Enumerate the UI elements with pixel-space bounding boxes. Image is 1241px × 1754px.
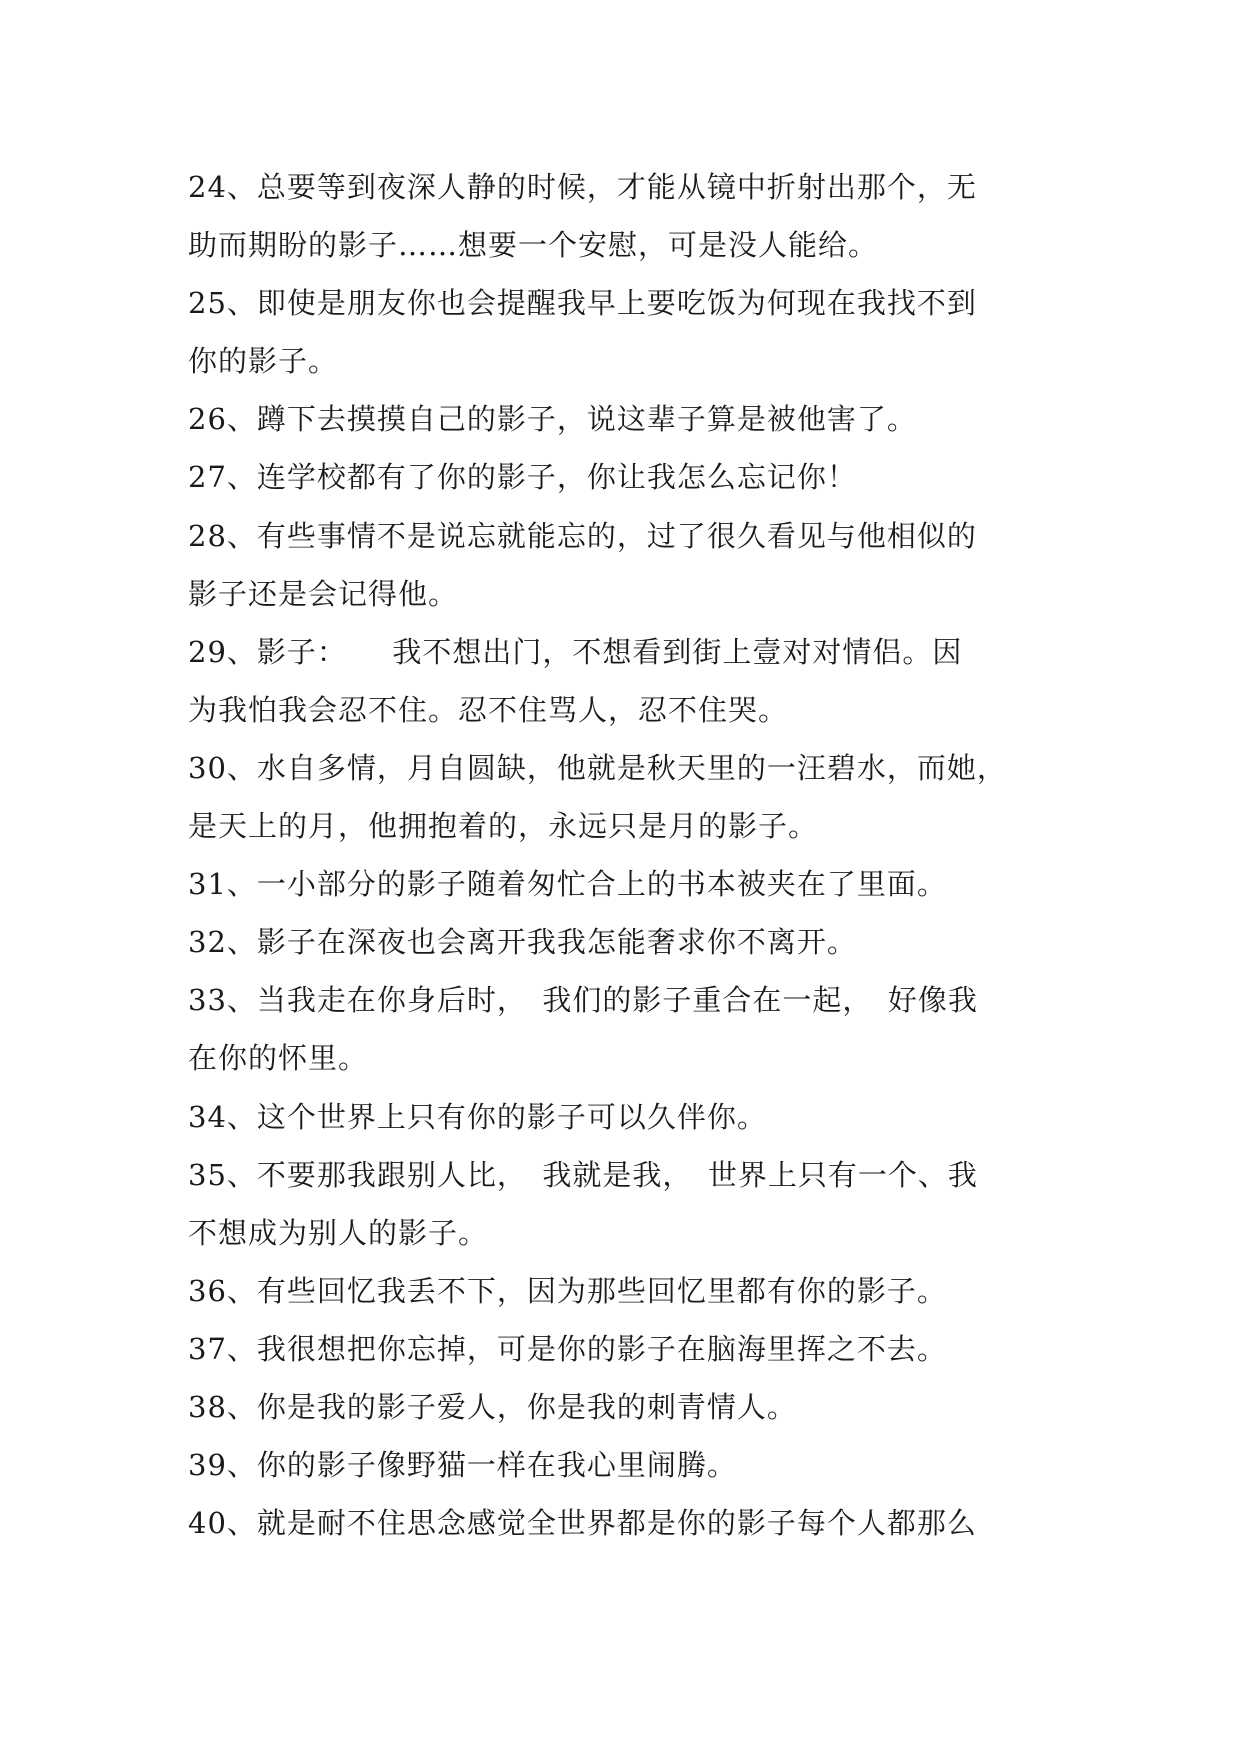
text-line: 35、不要那我跟别人比， 我就是我， 世界上只有一个、我 — [188, 1157, 978, 1192]
text-line: 在你的怀里。 — [188, 1041, 369, 1076]
text-line: 33、当我走在你身后时， 我们的影子重合在一起， 好像我 — [188, 983, 978, 1018]
text-line: 26、蹲下去摸摸自己的影子，说这辈子算是被他害了。 — [188, 402, 917, 437]
text-line: 32、影子在深夜也会离开我我怎能奢求你不离开。 — [188, 925, 857, 960]
text-line: 40、就是耐不住思念感觉全世界都是你的影子每个人都那么 — [188, 1506, 977, 1541]
text-line: 不想成为别人的影子。 — [188, 1215, 489, 1250]
text-line: 34、这个世界上只有你的影子可以久伴你。 — [188, 1099, 767, 1134]
text-line: 30、水自多情，月自圆缺，他就是秋天里的一汪碧水，而她， — [188, 750, 1007, 785]
text-line: 25、即使是朋友你也会提醒我早上要吃饭为何现在我找不到 — [188, 286, 977, 321]
text-line: 39、你的影子像野猫一样在我心里闹腾。 — [188, 1448, 737, 1483]
text-line: 是天上的月，他拥抱着的，永远只是月的影子。 — [188, 809, 819, 844]
text-line: 为我怕我会忍不住。忍不住骂人，忍不住哭。 — [188, 692, 789, 727]
document-body — [188, 158, 1058, 1552]
text-line: 24、总要等到夜深人静的时候，才能从镜中折射出那个，无 — [188, 170, 977, 204]
text-line: 27、连学校都有了你的影子，你让我怎么忘记你！ — [188, 460, 857, 495]
text-line: 37、我很想把你忘掉，可是你的影子在脑海里挥之不去。 — [188, 1331, 947, 1366]
text-line: 影子还是会记得他。 — [188, 576, 459, 611]
text-line: 36、有些回忆我丢不下，因为那些回忆里都有你的影子。 — [188, 1273, 947, 1308]
text-line: 38、你是我的影子爱人，你是我的刺青情人。 — [188, 1389, 797, 1424]
text-line: 28、有些事情不是说忘就能忘的，过了很久看见与他相似的 — [188, 518, 977, 553]
text-line: 31、一小部分的影子随着匆忙合上的书本被夹在了里面。 — [188, 867, 947, 902]
text-line: 29、影子： 我不想出门，不想看到街上壹对对情侣。因 — [188, 634, 963, 669]
text-line: 助而期盼的影子……想要一个安慰，可是没人能给。 — [188, 228, 879, 263]
text-line: 你的影子。 — [188, 344, 339, 379]
